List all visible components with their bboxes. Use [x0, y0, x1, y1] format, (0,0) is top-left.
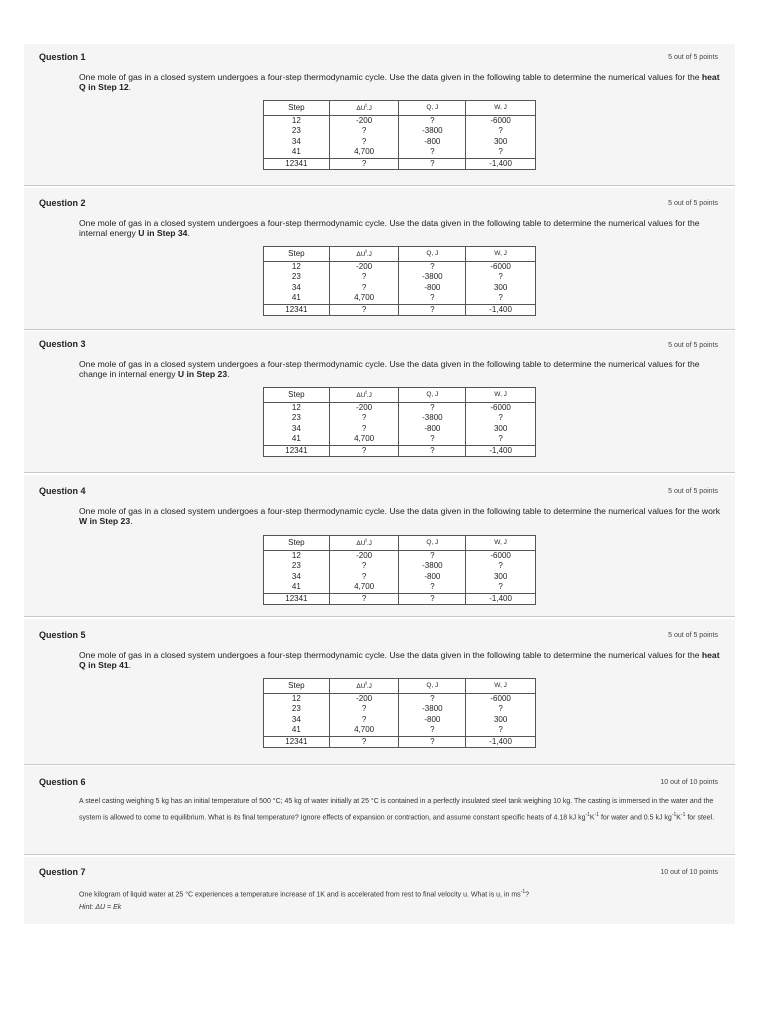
table-cell: ?: [329, 593, 399, 605]
table-header-row: [264, 101, 536, 116]
table-cell: 34: [264, 715, 330, 726]
table-cell: ?: [329, 272, 399, 283]
table-cell: ?: [399, 115, 466, 126]
table-row: [264, 715, 536, 726]
table-row: [264, 147, 536, 158]
table-cell: 12341: [264, 736, 330, 748]
table-cell: 12: [264, 261, 330, 272]
table-cell: ?: [329, 424, 399, 435]
data-table: [263, 100, 536, 170]
table-cell: 4,700: [329, 725, 399, 736]
table-cell: -200: [329, 115, 399, 126]
question-block-5: [24, 619, 735, 765]
data-table: [263, 387, 536, 457]
header-delta-u: $\Delta U^t.J$: [329, 101, 399, 116]
table-cell: ?: [399, 147, 466, 158]
table-cell: ?: [466, 582, 536, 593]
question-text: One mole of gas in a closed system undergoes a four-step thermodynamic cycle. Use the data given in the following table to determine the numerical values for the internal energy U in Step 34.: [79, 218, 700, 238]
header-delta-u: $\Delta U^t.J$: [329, 247, 399, 262]
table-cell: 12341: [264, 158, 330, 170]
table-cell: ?: [466, 126, 536, 137]
table-cell: ?: [466, 704, 536, 715]
table-cell: ?: [466, 561, 536, 572]
table-row: [264, 582, 536, 593]
table-cell: 4,700: [329, 147, 399, 158]
header-delta-u: $\Delta U^t.J$: [329, 536, 399, 551]
question-title: Question 6: [39, 777, 86, 787]
table-cell: 300: [466, 424, 536, 435]
table-cell: -800: [399, 715, 466, 726]
table-cell: 4,700: [329, 293, 399, 304]
table-row: [264, 725, 536, 736]
table-cell: 300: [466, 572, 536, 583]
table-cell: -3800: [399, 561, 466, 572]
question-points: 10 out of 10 points: [660, 779, 718, 786]
header-step: Step: [264, 247, 330, 262]
table-cell: -200: [329, 402, 399, 413]
table-cell: 300: [466, 137, 536, 148]
table-cell: ?: [329, 736, 399, 748]
table-cell: ?: [466, 413, 536, 424]
table-cell: -1,400: [466, 158, 536, 170]
table-cell: -800: [399, 137, 466, 148]
table-row: [264, 693, 536, 704]
question-title: Question 5: [39, 630, 86, 640]
question-title: Question 4: [39, 486, 86, 496]
table-cell: ?: [399, 725, 466, 736]
table-cell: -200: [329, 550, 399, 561]
question-hint: Hint: ΔU = Ek: [79, 904, 122, 911]
table-row: [264, 261, 536, 272]
table-cell: ?: [329, 704, 399, 715]
table-cell: ?: [399, 434, 466, 445]
table-cell: ?: [399, 445, 466, 457]
table-row: [264, 402, 536, 413]
table-cell: ?: [399, 693, 466, 704]
data-table: [263, 678, 536, 748]
table-row: [264, 550, 536, 561]
table-cell: ?: [329, 561, 399, 572]
question-points: 5 out of 5 points: [668, 54, 718, 61]
table-cell: ?: [329, 445, 399, 457]
question-text: One mole of gas in a closed system undergoes a four-step thermodynamic cycle. Use the data given in the following table to determine the numerical values for the heat Q in Step 12.: [79, 72, 720, 92]
table-cell: -3800: [399, 413, 466, 424]
table-row: [264, 736, 536, 748]
table-cell: -3800: [399, 126, 466, 137]
table-row: [264, 158, 536, 170]
question-block-3: [24, 331, 735, 473]
table-cell: 12: [264, 115, 330, 126]
table-header-row: [264, 388, 536, 403]
table-cell: -6000: [466, 693, 536, 704]
question-block-1: [24, 44, 735, 186]
table-row: [264, 572, 536, 583]
header-step: Step: [264, 101, 330, 116]
question-block-2: [24, 188, 735, 330]
table-row: [264, 445, 536, 457]
table-cell: 23: [264, 126, 330, 137]
data-table: [263, 246, 536, 316]
header-q: Q, J: [399, 536, 466, 551]
table-row: [264, 304, 536, 316]
table-row: [264, 434, 536, 445]
table-cell: 34: [264, 283, 330, 294]
table-cell: 41: [264, 434, 330, 445]
table-row: [264, 704, 536, 715]
header-q: Q, J: [399, 388, 466, 403]
table-cell: 23: [264, 704, 330, 715]
question-text: One mole of gas in a closed system undergoes a four-step thermodynamic cycle. Use the data given in the following table to determine the numerical values for the work W in Step 23.: [79, 506, 721, 526]
table-cell: 300: [466, 715, 536, 726]
table-cell: ?: [329, 304, 399, 316]
header-delta-u: $\Delta U^t.J$: [329, 388, 399, 403]
table-cell: 41: [264, 147, 330, 158]
header-w: W, J: [466, 388, 536, 403]
table-cell: ?: [399, 593, 466, 605]
data-table: [263, 535, 536, 605]
table-cell: 12: [264, 402, 330, 413]
table-cell: ?: [399, 550, 466, 561]
table-cell: 34: [264, 424, 330, 435]
table-cell: 12341: [264, 445, 330, 457]
question-title: Question 1: [39, 52, 86, 62]
table-cell: ?: [399, 293, 466, 304]
table-cell: ?: [399, 582, 466, 593]
header-step: Step: [264, 388, 330, 403]
table-cell: 41: [264, 293, 330, 304]
table-row: [264, 272, 536, 283]
table-row: [264, 115, 536, 126]
table-cell: 23: [264, 561, 330, 572]
question-title: Question 7: [39, 867, 86, 877]
question-title: Question 3: [39, 339, 86, 349]
table-cell: 41: [264, 725, 330, 736]
question-points: 5 out of 5 points: [668, 200, 718, 207]
header-step: Step: [264, 536, 330, 551]
table-row: [264, 293, 536, 304]
header-q: Q, J: [399, 101, 466, 116]
table-cell: -800: [399, 283, 466, 294]
header-w: W, J: [466, 679, 536, 694]
table-cell: ?: [466, 272, 536, 283]
table-header-row: [264, 536, 536, 551]
table-row: [264, 561, 536, 572]
question-block-7: [24, 857, 735, 924]
table-cell: -3800: [399, 272, 466, 283]
table-cell: -6000: [466, 115, 536, 126]
question-points: 10 out of 10 points: [660, 869, 718, 876]
table-cell: ?: [466, 434, 536, 445]
header-step: Step: [264, 679, 330, 694]
table-cell: ?: [329, 137, 399, 148]
table-cell: -6000: [466, 550, 536, 561]
table-cell: -1,400: [466, 304, 536, 316]
table-row: [264, 137, 536, 148]
table-cell: ?: [466, 147, 536, 158]
table-cell: 12341: [264, 304, 330, 316]
table-cell: 12341: [264, 593, 330, 605]
question-points: 5 out of 5 points: [668, 488, 718, 495]
table-cell: 34: [264, 572, 330, 583]
header-w: W, J: [466, 101, 536, 116]
question-points: 5 out of 5 points: [668, 632, 718, 639]
table-row: [264, 126, 536, 137]
header-w: W, J: [466, 536, 536, 551]
question-block-6: [24, 766, 735, 855]
table-cell: 41: [264, 582, 330, 593]
table-cell: ?: [399, 158, 466, 170]
table-cell: ?: [399, 304, 466, 316]
table-cell: -6000: [466, 261, 536, 272]
table-row: [264, 424, 536, 435]
table-cell: -800: [399, 572, 466, 583]
question-title: Question 2: [39, 198, 86, 208]
table-cell: ?: [466, 725, 536, 736]
table-cell: ?: [399, 736, 466, 748]
header-q: Q, J: [399, 679, 466, 694]
table-cell: ?: [399, 261, 466, 272]
table-cell: ?: [399, 402, 466, 413]
header-w: W, J: [466, 247, 536, 262]
question-text: One kilogram of liquid water at 25 °C experiences a temperature increase of 1K and is accelerated from rest to final velocity u. What is u, in $ms^{-1}$?: [79, 889, 530, 899]
table-header-row: [264, 679, 536, 694]
question-points: 5 out of 5 points: [668, 342, 718, 349]
table-cell: ?: [329, 158, 399, 170]
table-cell: -1,400: [466, 445, 536, 457]
table-cell: -800: [399, 424, 466, 435]
table-cell: 4,700: [329, 434, 399, 445]
table-cell: -1,400: [466, 593, 536, 605]
table-cell: 34: [264, 137, 330, 148]
table-cell: 300: [466, 283, 536, 294]
table-cell: -1,400: [466, 736, 536, 748]
table-cell: 23: [264, 272, 330, 283]
table-header-row: [264, 247, 536, 262]
question-block-4: [24, 475, 735, 617]
table-cell: ?: [329, 715, 399, 726]
table-row: [264, 283, 536, 294]
table-cell: -200: [329, 261, 399, 272]
table-row: [264, 593, 536, 605]
table-cell: 12: [264, 693, 330, 704]
table-cell: -3800: [399, 704, 466, 715]
table-cell: 23: [264, 413, 330, 424]
table-cell: ?: [329, 283, 399, 294]
header-q: Q, J: [399, 247, 466, 262]
question-text: One mole of gas in a closed system undergoes a four-step thermodynamic cycle. Use the data given in the following table to determine the numerical values for the heat Q in Step 41.: [79, 650, 720, 670]
header-delta-u: $\Delta U^t.J$: [329, 679, 399, 694]
table-cell: ?: [329, 126, 399, 137]
table-cell: ?: [329, 413, 399, 424]
table-row: [264, 413, 536, 424]
question-text: One mole of gas in a closed system undergoes a four-step thermodynamic cycle. Use the data given in the following table to determine the numerical values for the change in internal energy U in Step 23.: [79, 359, 700, 379]
table-cell: ?: [329, 572, 399, 583]
table-cell: -6000: [466, 402, 536, 413]
question-text: A steel casting weighing 5 kg has an initial temperature of 500 °C; 45 kg of water initially at 25 °C is contained in a perfectly insulated steel tank weighing 10 kg. The casting is immersed in the water and the system is allowed to come to equilibrium. What is its final temperature? Ignore effects of expansion or contraction, and assume constant specific heats of 4.18 kJ $kg^{-1}K^{-1}$ for water and 0.5 kJ $kg^{-1}K^{-1}$ for steel.: [79, 798, 715, 821]
table-cell: 4,700: [329, 582, 399, 593]
table-cell: ?: [466, 293, 536, 304]
table-cell: 12: [264, 550, 330, 561]
table-cell: -200: [329, 693, 399, 704]
